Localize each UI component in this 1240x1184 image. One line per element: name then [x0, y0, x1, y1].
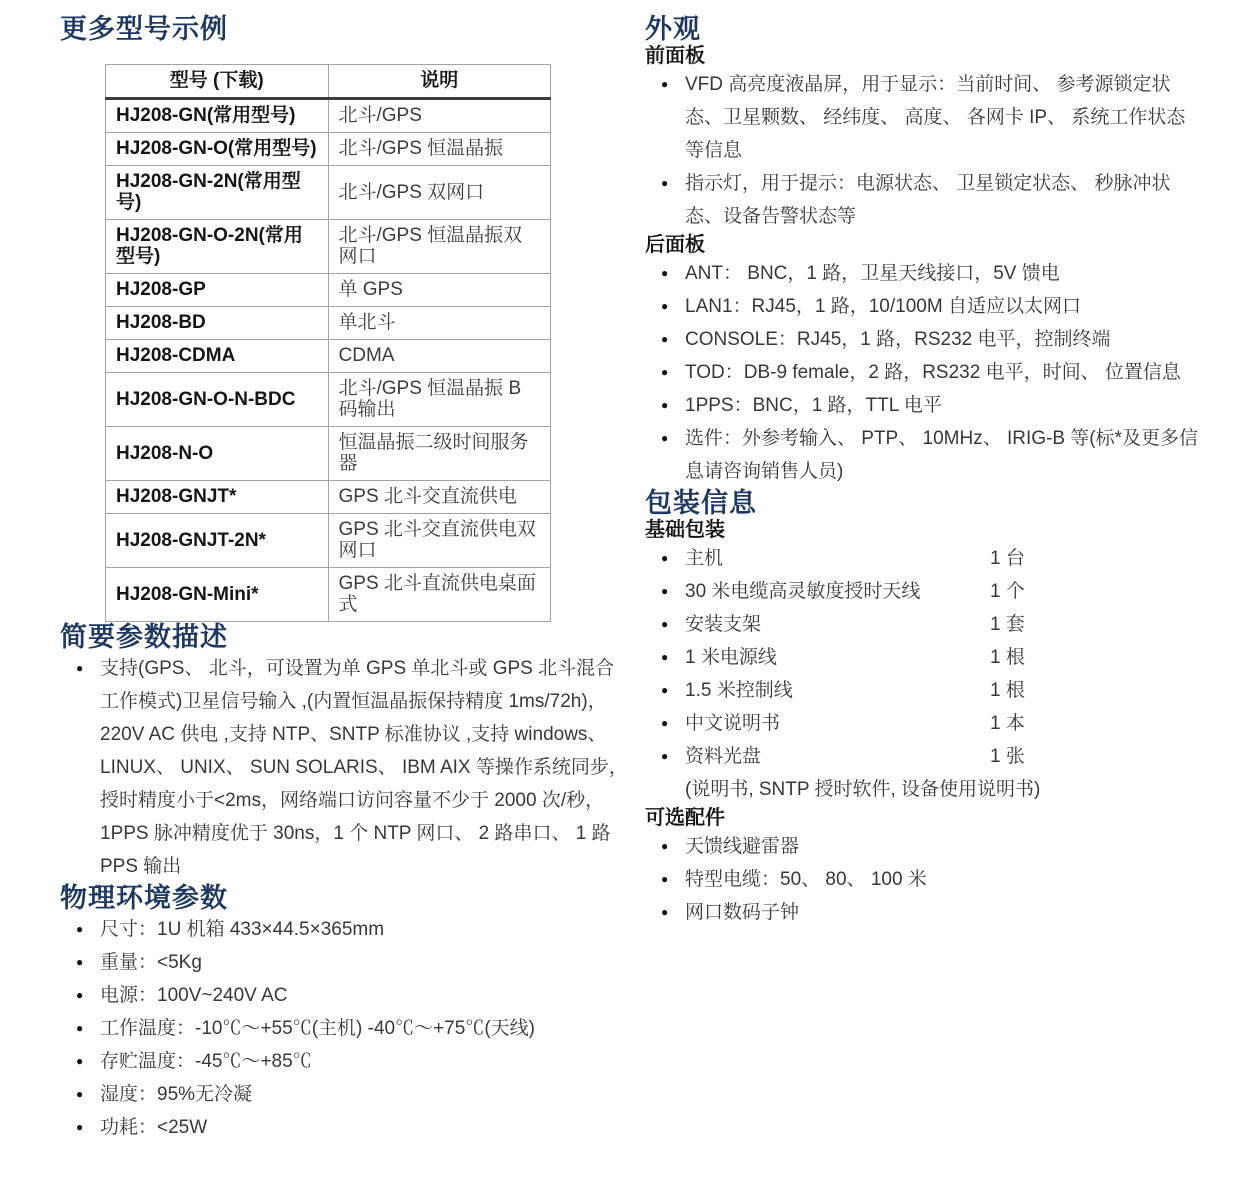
- packing-item-name: 主机: [685, 548, 724, 569]
- model-name: HJ208-CDMA: [106, 340, 329, 373]
- subsection-title-optional-accessories: 可选配件: [645, 807, 725, 829]
- model-desc: 北斗/GPS 双网口: [328, 166, 551, 220]
- model-desc: 北斗/GPS: [328, 99, 551, 133]
- section-title-brief-params: 简要参数描述: [60, 622, 228, 652]
- list-item: ● 功耗：<25W: [60, 1111, 628, 1144]
- list-item: ● ANT： BNC，1 路，卫星天线接口，5V 馈电: [645, 257, 1203, 290]
- section-title-physical-params: 物理环境参数: [60, 883, 228, 913]
- list-item: ● 天馈线避雷器: [645, 830, 1203, 863]
- model-name: HJ208-GN-O-2N(常用型号): [106, 220, 329, 274]
- model-name: HJ208-GN(常用型号): [106, 99, 329, 133]
- table-row: [106, 133, 551, 166]
- list-item: ● 重量：<5Kg: [60, 946, 628, 979]
- packing-item-qty: 1 个: [990, 581, 1025, 602]
- packing-item: [645, 608, 1203, 641]
- packing-item-name: 1 米电源线: [685, 647, 777, 668]
- brief-params-list: [60, 652, 628, 883]
- table-row: [106, 427, 551, 481]
- packing-item-name: 30 米电缆高灵敏度授时天线: [685, 581, 921, 602]
- packing-item-qty: 1 台: [990, 548, 1025, 569]
- model-name: HJ208-GN-O-N-BDC: [106, 373, 329, 427]
- section-title-packing-info: 包装信息: [645, 488, 757, 518]
- packing-item-name: 安装支架: [685, 614, 762, 635]
- list-item: ● 尺寸：1U 机箱 433×44.5×365mm: [60, 913, 628, 946]
- model-name: HJ208-BD: [106, 307, 329, 340]
- packing-item: [645, 707, 1203, 740]
- table-row: [106, 220, 551, 274]
- model-desc: CDMA: [328, 340, 551, 373]
- packing-item-name: 中文说明书: [685, 713, 781, 734]
- front-panel-list: [645, 68, 1203, 233]
- model-name: HJ208-GN-Mini*: [106, 568, 329, 622]
- list-item: ● 电源：100V~240V AC: [60, 979, 628, 1012]
- table-row: [106, 373, 551, 427]
- model-name: HJ208-GN-O(常用型号): [106, 133, 329, 166]
- model-name: HJ208-GNJT*: [106, 481, 329, 514]
- packing-item-qty: 1 本: [990, 713, 1025, 734]
- list-item: ● VFD 高亮度液晶屏，用于显示：当前时间、 参考源锁定状态、卫星颗数、 经纬度、 高度、 各网卡 IP、 系统工作状态等信息: [645, 68, 1203, 167]
- list-item: ● 支持(GPS、 北斗，可设置为单 GPS 单北斗或 GPS 北斗混合工作模式)卫星信号输入 ,(内置恒温晶振保持精度 1ms/72h)，220V AC 供电 ,支持 NTP、SNTP 标准协议 ,支持 windows、LINUX、 UNIX、 SUN SOLARIS、 IBM AIX 等操作系统同步，授时精度小于<2ms，网络端口访问容量不少于 2000 次/秒，1PPS 脉冲精度优于 30ns，1 个 NTP 网口、 2 路串口、 1 路 PPS 输出: [60, 652, 628, 883]
- left-column: [60, 14, 628, 1144]
- section-title-appearance: 外观: [645, 14, 701, 44]
- model-desc: GPS 北斗交直流供电双网口: [328, 514, 551, 568]
- packing-item: [645, 641, 1203, 674]
- model-name: HJ208-N-O: [106, 427, 329, 481]
- model-desc: 北斗/GPS 恒温晶振: [328, 133, 551, 166]
- packing-item: [645, 542, 1203, 575]
- subsection-title-base-packing: 基础包装: [645, 519, 725, 541]
- subsection-title-front-panel: 前面板: [645, 45, 705, 67]
- packing-item-name: 资料光盘: [685, 746, 762, 767]
- packing-item: [645, 740, 1203, 773]
- list-item: ● 网口数码子钟: [645, 896, 1203, 929]
- packing-item-qty: 1 套: [990, 614, 1025, 635]
- list-item: ● 选件：外参考输入、 PTP、 10MHz、 IRIG-B 等(标*及更多信息请咨询销售人员): [645, 422, 1203, 488]
- list-item: ● LAN1：RJ45，1 路，10/100M 自适应以太网口: [645, 290, 1203, 323]
- optional-accessories-list: [645, 830, 1203, 929]
- section-title-more-models: 更多型号示例: [60, 14, 228, 44]
- table-row: [106, 274, 551, 307]
- models-table-header-row: [106, 65, 551, 99]
- model-name: HJ208-GNJT-2N*: [106, 514, 329, 568]
- models-table-header-desc: 说明: [328, 65, 551, 99]
- model-desc: 单北斗: [328, 307, 551, 340]
- model-name: HJ208-GP: [106, 274, 329, 307]
- model-desc: 单 GPS: [328, 274, 551, 307]
- table-row: [106, 568, 551, 622]
- model-desc: GPS 北斗交直流供电: [328, 481, 551, 514]
- physical-params-list: [60, 913, 628, 1144]
- table-row: [106, 99, 551, 133]
- packing-item: [645, 674, 1203, 707]
- models-table: [105, 64, 551, 622]
- list-item: ● 存贮温度：-45℃～+85℃: [60, 1045, 628, 1078]
- rear-panel-list: [645, 257, 1203, 488]
- base-packing-list: [645, 542, 1203, 773]
- packing-item-qty: 1 张: [990, 746, 1025, 767]
- list-item: ● 1PPS：BNC，1 路，TTL 电平: [645, 389, 1203, 422]
- list-item: ● 特型电缆：50、 80、 100 米: [645, 863, 1203, 896]
- table-row: [106, 514, 551, 568]
- table-row: [106, 307, 551, 340]
- list-item: ● 工作温度：-10℃～+55℃(主机) -40℃～+75℃(天线): [60, 1012, 628, 1045]
- packing-note: (说明书, SNTP 授时软件, 设备使用说明书): [685, 779, 1041, 800]
- right-column: [645, 14, 1203, 929]
- table-row: [106, 481, 551, 514]
- list-item: ● TOD：DB-9 female，2 路，RS232 电平，时间、 位置信息: [645, 356, 1203, 389]
- packing-item-name: 1.5 米控制线: [685, 680, 793, 701]
- list-item: ● 湿度：95%无冷凝: [60, 1078, 628, 1111]
- model-desc: GPS 北斗直流供电桌面式: [328, 568, 551, 622]
- packing-item-qty: 1 根: [990, 647, 1025, 668]
- model-desc: 北斗/GPS 恒温晶振 B 码输出: [328, 373, 551, 427]
- models-table-header-model: 型号 (下载): [106, 65, 329, 99]
- list-item: ● CONSOLE：RJ45，1 路，RS232 电平，控制终端: [645, 323, 1203, 356]
- list-item: ● 指示灯，用于提示：电源状态、 卫星锁定状态、 秒脉冲状态、设备告警状态等: [645, 167, 1203, 233]
- table-row: [106, 166, 551, 220]
- model-name: HJ208-GN-2N(常用型号): [106, 166, 329, 220]
- model-desc: 北斗/GPS 恒温晶振双网口: [328, 220, 551, 274]
- model-desc: 恒温晶振二级时间服务器: [328, 427, 551, 481]
- packing-item: [645, 575, 1203, 608]
- subsection-title-rear-panel: 后面板: [645, 234, 705, 256]
- table-row: [106, 340, 551, 373]
- packing-item-qty: 1 根: [990, 680, 1025, 701]
